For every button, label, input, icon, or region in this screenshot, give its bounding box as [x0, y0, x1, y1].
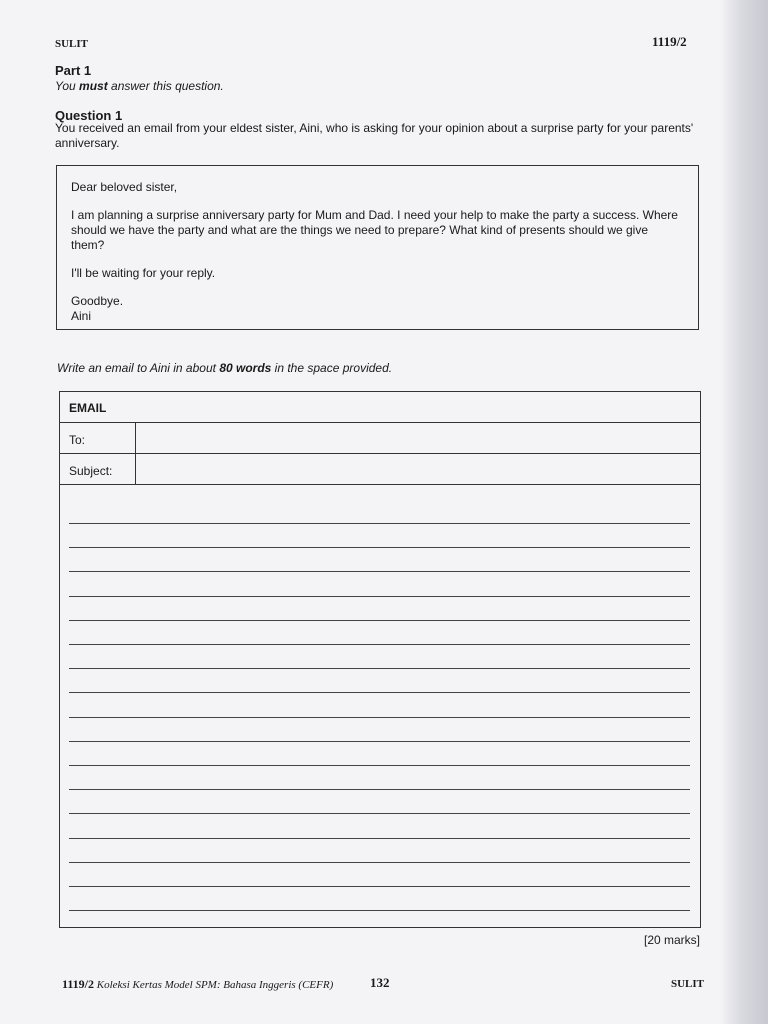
subject-field[interactable] — [135, 454, 700, 484]
letter-signature: Aini — [71, 309, 92, 323]
footer-right: SULIT — [671, 978, 705, 990]
question-title: Question 1 — [55, 108, 123, 123]
email-header-row — [60, 392, 700, 423]
letter-body: I am planning a surprise anniversary party for Mum and Dad. I need your help to make the party a success. Where should we have the party and what are the things we need to prepare? What kind of presents should we give them? — [71, 208, 678, 252]
answer-line[interactable] — [69, 644, 690, 645]
email-answer-form — [59, 391, 701, 928]
part-instruction: You must answer this question. — [55, 79, 224, 93]
header-left: SULIT — [55, 38, 89, 50]
answer-line[interactable] — [69, 596, 690, 597]
answer-line[interactable] — [69, 789, 690, 790]
email-heading: EMAIL — [69, 401, 107, 415]
answer-line[interactable] — [69, 692, 690, 693]
subject-label: Subject: — [69, 464, 113, 478]
footer-title: 1119/2 Koleksi Kertas Model SPM: Bahasa Inggeris (CEFR) — [62, 977, 334, 991]
part-title: Part 1 — [55, 63, 92, 78]
answer-line[interactable] — [69, 838, 690, 839]
to-field[interactable] — [135, 423, 700, 453]
letter-signoff — [71, 294, 684, 324]
question-text: You received an email from your eldest sister, Aini, who is asking for your opinion about a surprise party for your parents' anniversary. — [55, 121, 694, 150]
marks-label: [20 marks] — [644, 933, 701, 947]
answer-line[interactable] — [69, 765, 690, 766]
answer-line[interactable] — [69, 717, 690, 718]
answer-line[interactable] — [69, 910, 690, 911]
write-instruction: Write an email to Aini in about 80 words in the space provided. — [57, 361, 393, 375]
answer-line[interactable] — [69, 741, 690, 742]
letter-greeting: Dear beloved sister, — [71, 180, 178, 194]
answer-line[interactable] — [69, 862, 690, 863]
page-edge-shadow — [720, 0, 768, 1024]
answer-line[interactable] — [69, 571, 690, 572]
header-right-code: 1119/2 — [652, 34, 687, 49]
answer-line[interactable] — [69, 668, 690, 669]
letter-waiting: I'll be waiting for your reply. — [71, 266, 216, 280]
answer-line[interactable] — [69, 523, 690, 524]
answer-line[interactable] — [69, 886, 690, 887]
letter-box — [56, 165, 699, 330]
to-label: To: — [69, 433, 86, 447]
email-subject-row — [60, 454, 700, 485]
footer-page-number: 132 — [370, 975, 390, 990]
email-to-row — [60, 423, 700, 454]
answer-line[interactable] — [69, 620, 690, 621]
answer-line[interactable] — [69, 547, 690, 548]
letter-closing: Goodbye. — [71, 294, 124, 308]
footer-code: 1119/2 — [62, 977, 95, 991]
answer-line[interactable] — [69, 813, 690, 814]
